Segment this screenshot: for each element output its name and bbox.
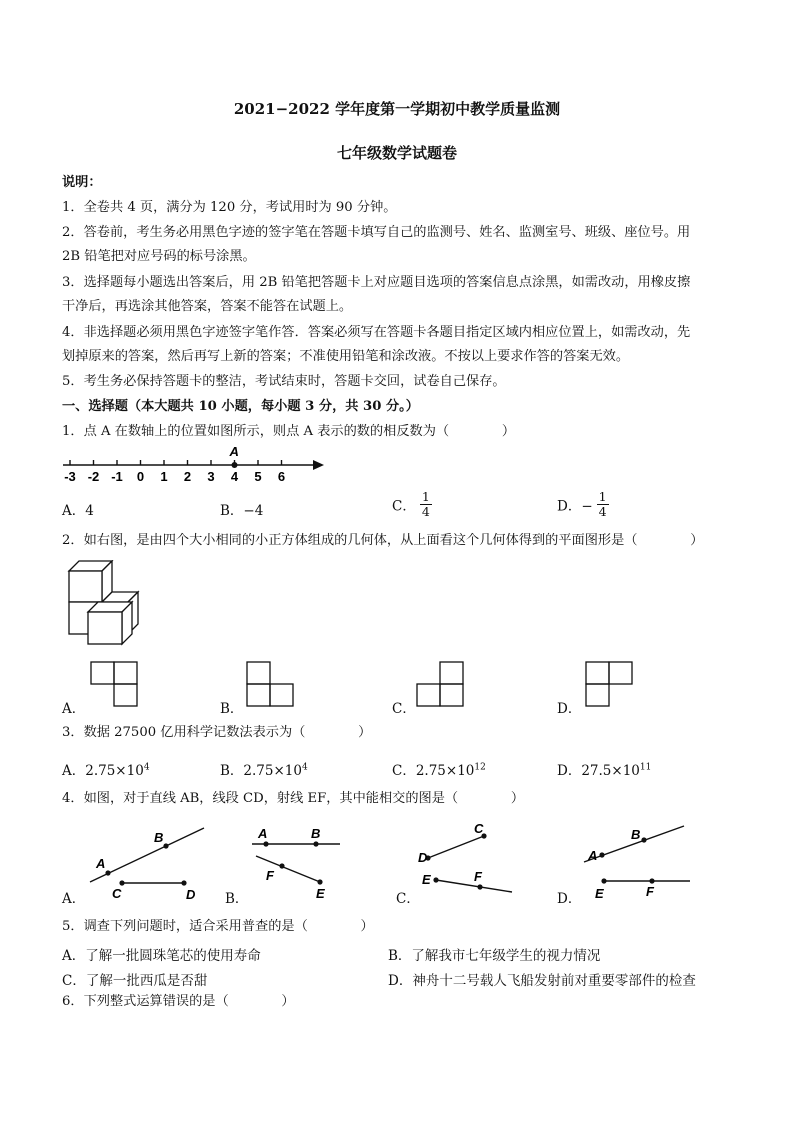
q2-option-b-figure (246, 660, 296, 710)
q4-figure-a (82, 822, 212, 902)
point-marker (317, 879, 322, 884)
square-cell (609, 662, 632, 684)
instruction-line: 1．全卷共 4 页，满分为 120 分，考试用时为 90 分钟。 (62, 200, 397, 215)
square-cell (91, 662, 114, 684)
number-line-arrow (313, 460, 324, 470)
point-marker (263, 841, 268, 846)
question-5-stem: 5．调查下列问题时，适合采用普查的是（ ） (62, 919, 374, 934)
label-b: B (154, 830, 164, 845)
q5-option-a: A．了解一批圆珠笔芯的使用寿命 (62, 948, 261, 964)
label-b: B (311, 826, 321, 841)
point-marker (601, 878, 606, 883)
label-e: E (422, 872, 431, 887)
label-f: F (266, 868, 274, 883)
point-marker (641, 837, 646, 842)
square-cell (417, 684, 440, 706)
q2-option-b-label: B． (220, 701, 244, 717)
q4-option-c-label: C． (396, 891, 420, 907)
q3-option-d (557, 759, 651, 779)
square-cell (247, 684, 270, 706)
fraction-denominator: 4 (421, 504, 430, 519)
q3-option-d-exponent: 11 (639, 762, 652, 773)
label-e: E (316, 886, 325, 901)
cube-face (69, 571, 102, 602)
instruction-line: 4．非选择题必须用黑色字迹签字笔作答．答案必须写在答题卡各题目指定区域内相应位置上，如需改动，先 (62, 325, 691, 340)
point-marker (313, 841, 318, 846)
q3-option-a-base: A．2.75×10 (62, 763, 144, 779)
q1-option-d-prefix: D．− (557, 498, 593, 515)
point-a-marker (232, 462, 238, 468)
square-cell (586, 684, 609, 706)
q4-figure-d (580, 822, 696, 902)
question-3-stem: 3．数据 27500 亿用科学记数法表示为（ ） (62, 725, 372, 740)
q4-figure-b (248, 822, 348, 902)
q3-option-d-base: D．27.5×10 (557, 763, 640, 779)
label-f: F (646, 884, 654, 899)
axis-tick-label: 5 (254, 469, 262, 484)
instruction-line: 2．答卷前，考生务必用黑色字迹的签字笔在答题卡填写自己的监测号、姓名、监测室号、班级、座位号。用 (62, 225, 691, 240)
instruction-line: 2B 铅笔把对应号码的标号涂黑。 (62, 249, 256, 264)
label-f: F (474, 869, 482, 884)
axis-tick-label: 6 (277, 469, 286, 484)
point-marker (181, 880, 186, 885)
q1-option-d (557, 490, 609, 519)
q4-figure-c (416, 818, 526, 902)
label-e: E (595, 886, 604, 901)
q3-option-a-exponent: 4 (143, 762, 150, 773)
q2-option-c-label: C． (392, 701, 416, 717)
q4-option-d-label: D． (557, 891, 582, 907)
label-b: B (631, 827, 641, 842)
label-d: D (186, 887, 196, 902)
axis-tick-label: -3 (64, 469, 76, 484)
label-c: C (112, 886, 122, 901)
question-6-stem: 6．下列整式运算错误的是（ ） (62, 994, 295, 1009)
axis-tick-label: 2 (183, 469, 192, 484)
q4-option-a-label: A． (62, 891, 86, 907)
question-2-stem: 2．如右图，是由四个大小相同的小正方体组成的几何体，从上面看这个几何体得到的平面图形是（ ） (62, 533, 704, 548)
number-line-figure (58, 440, 333, 486)
page-subtitle: 七年级数学试题卷 (336, 144, 457, 162)
instructions-heading: 说明： (62, 175, 102, 190)
point-marker (599, 852, 604, 857)
point-marker (279, 863, 284, 868)
q5-option-c: C．了解一批西瓜是否甜 (62, 973, 208, 989)
q1-option-c (392, 490, 432, 519)
q2-option-a-label: A． (62, 701, 86, 717)
q1-option-a: A．4 (62, 503, 94, 519)
q3-option-b-base: B．2.75×10 (220, 763, 302, 779)
instruction-line: 划掉原来的答案，然后再写上新的答案；不准使用铅笔和涂改液。不按以上要求作答的答案无效。 (62, 349, 630, 364)
q2-option-a-figure (90, 660, 140, 710)
square-cell (247, 662, 270, 684)
q1-option-b: B．−4 (220, 503, 264, 519)
q5-option-b: B．了解我市七年级学生的视力情况 (388, 948, 601, 964)
point-marker (119, 880, 124, 885)
q3-option-c-exponent: 12 (474, 762, 486, 773)
q3-option-c (392, 759, 486, 779)
instruction-line: 3．选择题每小题选出答案后，用 2B 铅笔把答题卡上对应题目选项的答案信息点涂黑，如需改动，用橡皮擦 (62, 275, 691, 290)
square-cell (586, 662, 609, 684)
q3-option-a (62, 759, 150, 779)
axis-tick-label: 3 (207, 469, 215, 484)
question-1-stem: 1．点 A 在数轴上的位置如图所示，则点 A 表示的数的相反数为（ ） (62, 424, 516, 439)
label-a: A (588, 848, 598, 863)
axis-tick-label: 0 (136, 469, 145, 484)
point-marker (649, 878, 654, 883)
section-heading: 一、选择题（本大题共 10 小题，每小题 3 分，共 30 分。） (62, 399, 419, 414)
axis-tick-label: -2 (87, 469, 100, 484)
segment-cd (428, 836, 484, 858)
square-cell (270, 684, 293, 706)
point-a-label: A (229, 444, 239, 459)
q1-option-c-fraction (420, 490, 432, 519)
q4-option-b-label: B． (225, 891, 249, 907)
point-marker (433, 877, 438, 882)
q3-option-c-base: C．2.75×10 (392, 763, 475, 779)
label-d: D (418, 850, 428, 865)
instruction-line: 干净后，再选涂其他答案，答案不能答在试题上。 (62, 299, 353, 314)
label-a: A (96, 856, 106, 871)
cube-solid-figure (64, 560, 144, 648)
fraction-denominator: 4 (598, 504, 607, 519)
point-marker (477, 884, 482, 889)
square-cell (440, 662, 463, 684)
axis-tick-label: 4 (230, 469, 239, 484)
fraction-numerator: 1 (421, 489, 430, 504)
q1-option-c-prefix: C． (392, 498, 416, 515)
q2-option-d-label: D． (557, 701, 582, 717)
question-4-stem: 4．如图，对于直线 AB，线段 CD，射线 EF，其中能相交的图是（ ） (62, 791, 525, 806)
label-c: C (474, 821, 484, 836)
point-marker (105, 870, 110, 875)
q2-option-c-figure (416, 660, 466, 710)
label-a: A (258, 826, 268, 841)
axis-tick-label: 1 (160, 469, 168, 484)
q5-option-d: D．神舟十二号载人飞船发射前对重要零部件的检查 (388, 973, 696, 989)
square-cell (114, 662, 137, 684)
point-marker (163, 843, 168, 848)
page-title: 2021−2022 学年度第一学期初中教学质量监测 (233, 100, 561, 118)
q3-option-b-exponent: 4 (301, 762, 308, 773)
cube-face (88, 612, 122, 644)
q1-option-d-fraction (597, 490, 609, 519)
fraction-numerator: 1 (598, 489, 607, 504)
instruction-line: 5．考生务必保持答题卡的整洁，考试结束时，答题卡交回，试卷自己保存。 (62, 374, 506, 389)
square-cell (114, 684, 137, 706)
square-cell (440, 684, 463, 706)
q3-option-b (220, 759, 308, 779)
q2-option-d-figure (585, 660, 635, 710)
axis-tick-label: -1 (111, 469, 123, 484)
